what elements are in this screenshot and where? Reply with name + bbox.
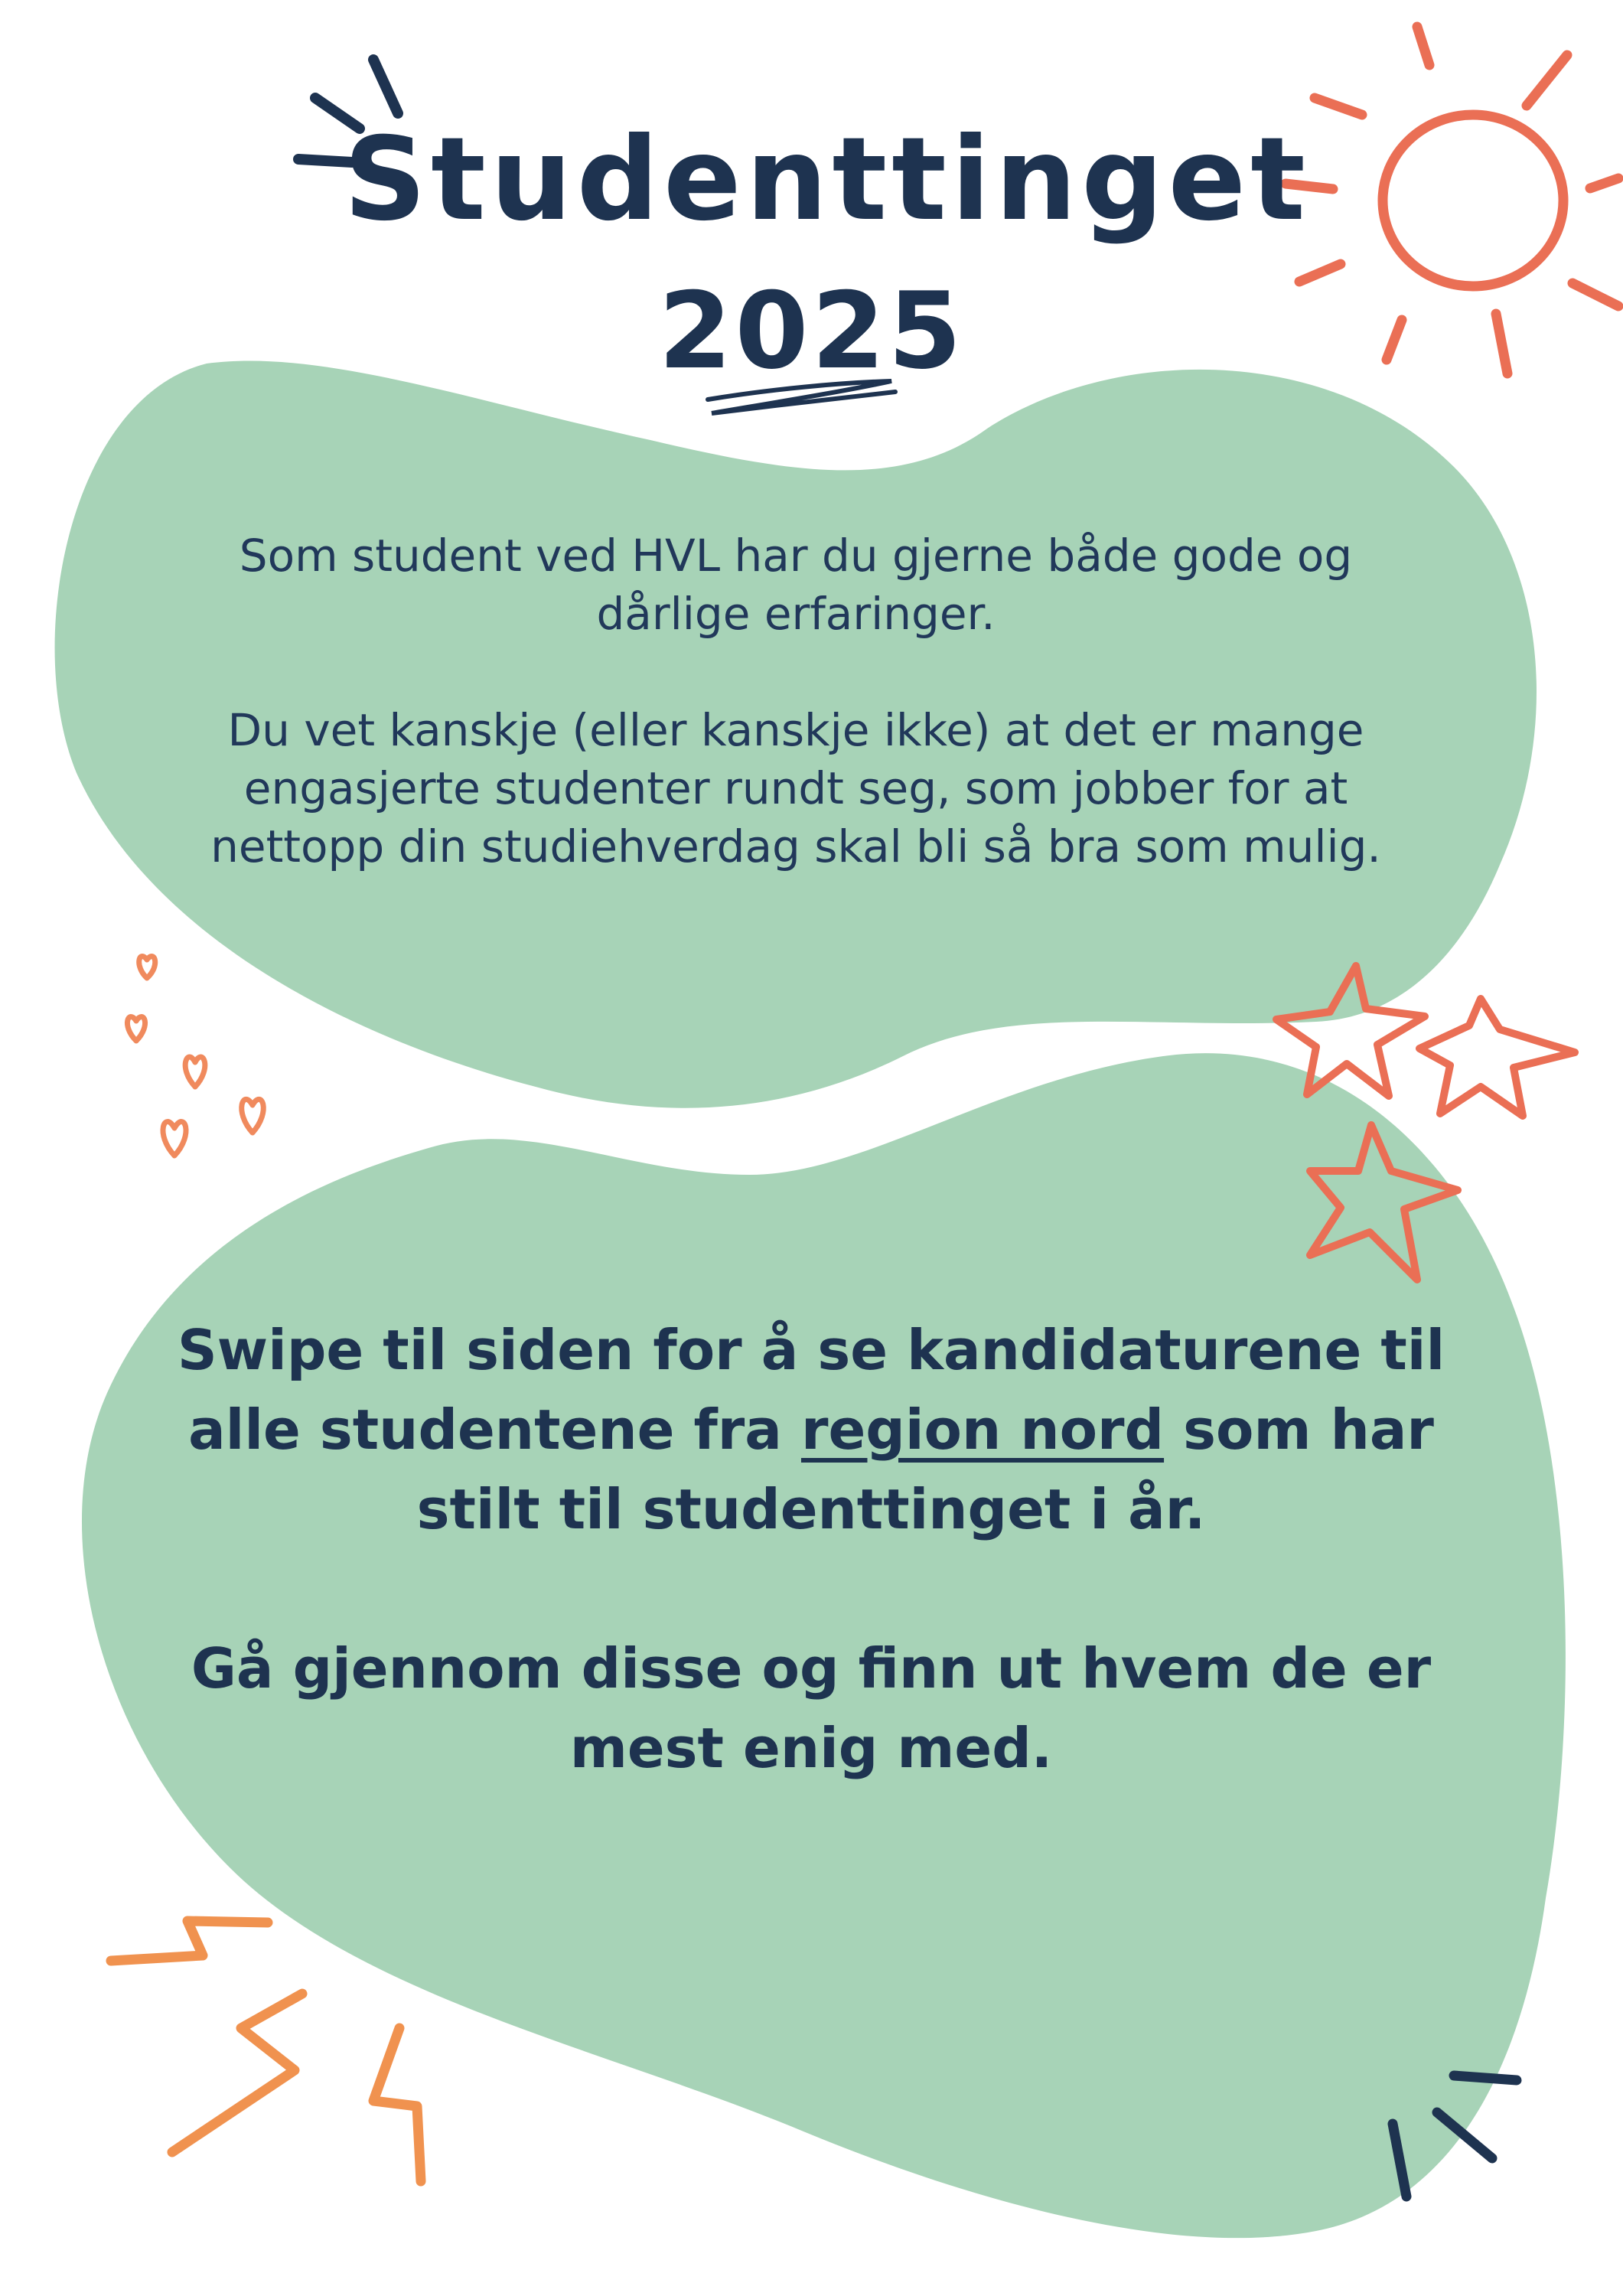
intro-paragraph-2: Du vet kanskje (eller kanskje ikke) at det er mange engasjerte studenter rundt seg, som jobber for at nettopp din studiehverdag skal bli så bra som mulig.: [210, 704, 1381, 872]
cta-paragraph-1: [176, 1310, 1446, 1549]
region-nord-link[interactable]: region nord: [800, 1397, 1165, 1462]
page-title: Studenttinget: [344, 113, 1310, 246]
cta-line-1: Swipe til siden for å se kandidaturene til alle studentene fra: [177, 1318, 1445, 1462]
cta-line-2: som har stilt til studenttinget i år.: [416, 1397, 1434, 1541]
hearts-icon: [127, 957, 263, 1156]
intro-paragraph-1: Som student ved HVL har du gjerne både gode og dårlige erfaringer.: [239, 530, 1353, 640]
intro-text-block: [191, 527, 1400, 934]
call-to-action-block: [176, 1310, 1446, 1867]
cta-paragraph-2: Gå gjennom disse og finn ut hvem de er mest enig med.: [191, 1636, 1432, 1780]
page-title-year: 2025: [658, 269, 965, 393]
